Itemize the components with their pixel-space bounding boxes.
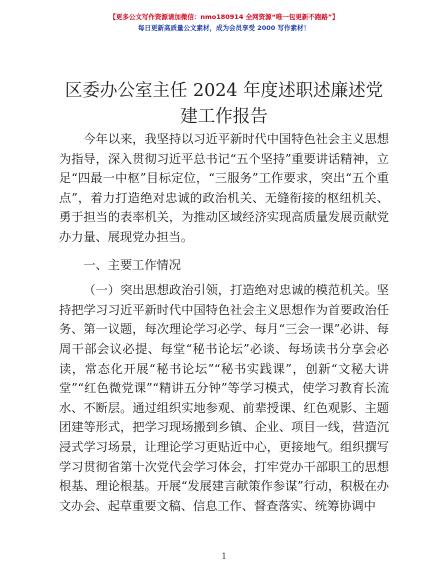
- section-heading: 一、主要工作情况: [83, 257, 181, 272]
- promo-banner: [0, 12, 448, 34]
- page-number: 1: [221, 552, 227, 561]
- document-body: [59, 130, 389, 516]
- intro-paragraph: 今年以来，我坚持以习近平新时代中国特色社会主义思想为指导，深入贯彻习近平总书记“五个坚持”重要讲话精神，立足“四最一中枢”目标定位，“三服务”工作要求，突出“五个重点”，着力打造绝对忠诚的政治机关、无缝衔接的枢纽机关、勇于担当的表率机关，为推动区域经济实现高质量发展贡献党办力量、展现党办担当。: [59, 132, 389, 244]
- promo-banner-line2: 每日更新高质量公文素材，成为会员享受 2000 写作素材！: [137, 24, 311, 32]
- promo-banner-line1: 【更多公文写作资源请加微信：nmo180914 全网资源“唯一包更新不跑路”】: [109, 13, 339, 21]
- section-paragraph: （一）突出思想政治引领，打造绝对忠诚的模范机关。坚持把学习习近平新时代中国特色社会主义思想作为首要政治任务、第一议题，每次理论学习必学、每月“三会一课”必讲、每周干部会议必提、每堂“秘书论坛”必谈、每场读书分享会必读，常态化开展“秘书论坛”“秘书实践课”，创新“文秘大讲堂”“红色微党课”“精讲五分钟”等学习模式，使学习教育长流水、不断层。通过组织实地参观、前辈授课、红色观影、主题团建等形式，把学习现场搬到乡镇、企业、项目一线，营造沉浸式学习场景，让理论学习更贴近中心，更接地气。组织撰写学习贯彻省第十次党代会学习体会，打牢党办干部职工的思想根基、理论根基。开展“发展建言献策作参谋”行动，积极在办文办会、起草重要文稿、信息工作、督查落实、统筹协调中: [59, 283, 389, 513]
- document-title: 区委办公室主任 2024 年度述职述廉述党建工作报告: [64, 81, 384, 127]
